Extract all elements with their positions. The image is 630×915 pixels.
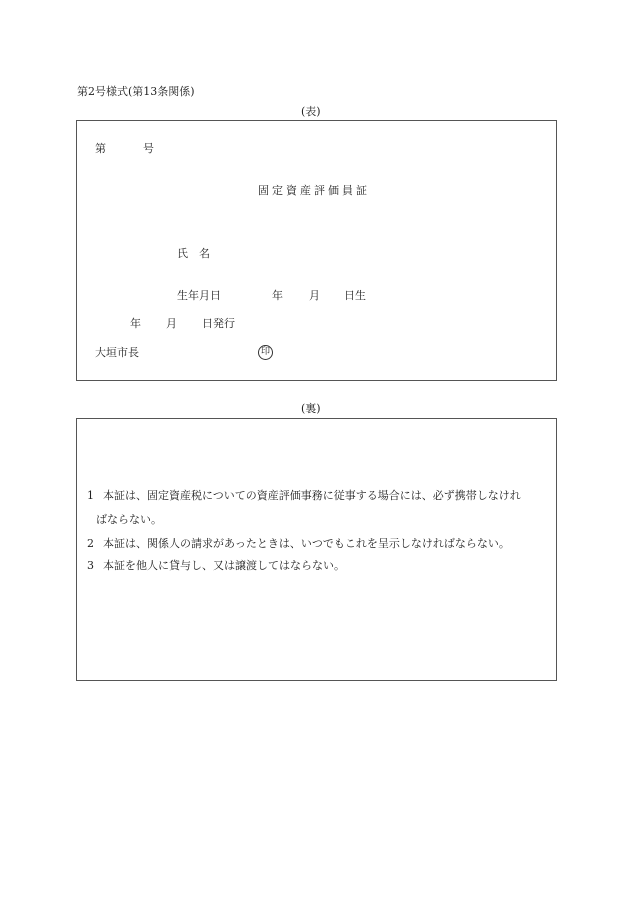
birth-label: 生年月日 [177,289,221,302]
note-3 [87,560,345,571]
front-card [76,120,557,381]
form-title: 第2号様式(第13条関係) [77,85,195,98]
note-number: 2 [87,537,94,550]
issue-month: 月 [166,317,177,330]
note-number: 3 [87,559,94,572]
note-1 [87,490,521,501]
number-suffix: 号 [143,142,154,155]
note-number: 1 [87,489,94,502]
note-1-continuation: ばならない。 [96,513,162,526]
note-text: 本証は、固定資産税についての資産評価事務に従事する場合には、必ず携帯しなけれ [103,489,521,502]
issuer: 大垣市長 [95,346,139,359]
note-text: 本証は、関係人の請求があったときは、いつでもこれを呈示しなければならない。 [103,537,510,550]
note-text: 本証を他人に貸与し、又は譲渡してはならない。 [103,559,345,572]
card-title: 固定資産評価員証 [258,184,370,197]
birth-month: 月 [309,289,320,302]
note-2 [87,538,510,549]
number-prefix: 第 [95,142,106,155]
seal-mark: 印 [258,345,273,360]
issue-day: 日発行 [202,317,235,330]
issue-year: 年 [130,317,141,330]
front-heading: (表) [301,105,321,118]
birth-day: 日生 [344,289,366,302]
back-heading: (裏) [301,402,321,415]
birth-year: 年 [272,289,283,302]
name-label: 氏 名 [177,247,210,260]
